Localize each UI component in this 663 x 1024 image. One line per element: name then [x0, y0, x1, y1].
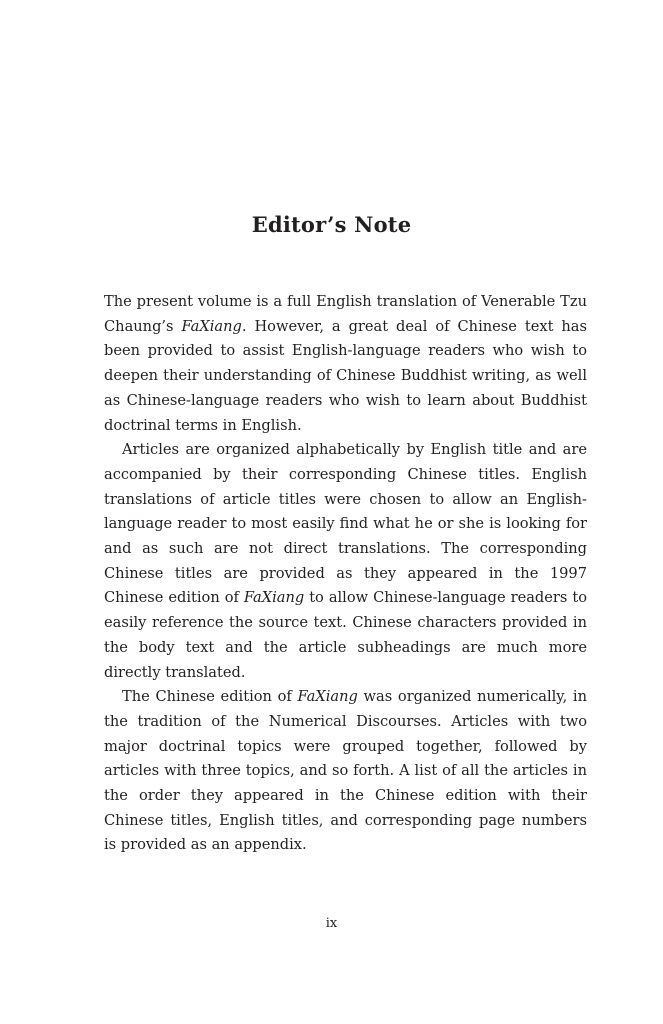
body-text [104, 290, 587, 858]
book-title: FaXiang [297, 688, 358, 706]
paragraph-3 [104, 685, 587, 858]
paragraph-2 [104, 438, 587, 685]
paragraph-text: to allow Chinese-language readers to easily reference the source text. Chinese characters provided in the body text and the article subheadings are much more directly translated. [104, 589, 587, 681]
paragraph-text: was organized numerically, in the tradition of the Numerical Discourses. Articles with two major doctrinal topics were grouped together, followed by articles with three topics, and so forth. A list of all the articles in the order they appeared in the Chinese edition with their Chinese titles, English titles, and corresponding page numbers is provided as an appendix. [104, 688, 587, 854]
paragraph-text: . However, a great deal of Chinese text has been provided to assist English-language readers who wish to deepen their understanding of Chinese Buddhist writing, as well as Chinese-language readers who wish to learn about Buddhist doctrinal terms in English. [104, 317, 587, 434]
page-title: Editor’s Note [251, 212, 412, 237]
paragraph-1 [104, 290, 587, 438]
paragraph-text: The Chinese edition of [122, 688, 298, 706]
book-title: FaXiang [243, 589, 305, 607]
page-number: ix [325, 916, 338, 931]
paragraph-text: Articles are organized alphabetically by English title and are accompanied by their corresponding Chinese titles. English translations of article titles were chosen to allow an English-language reader to most easily find what he or she is looking for and as such are not direct translations. The corresponding Chinese titles are provided as they appeared in the 1997 Chinese edition of [104, 441, 587, 607]
paragraph-text: The present volume is a full English translation of Venerable Tzu Chaung’s [104, 293, 587, 335]
book-title: FaXiang [181, 317, 242, 335]
